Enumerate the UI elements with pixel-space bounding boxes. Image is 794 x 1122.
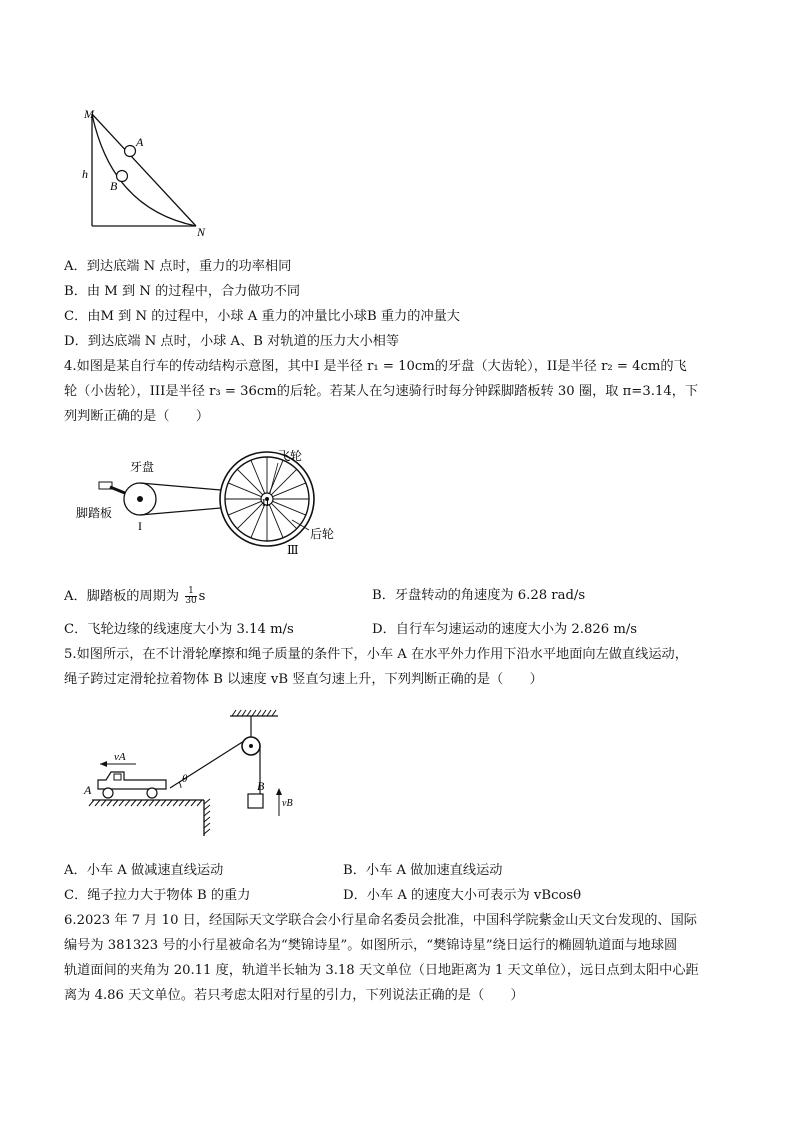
hatch-line [173, 800, 178, 806]
hatch-line [272, 710, 276, 716]
label-b: B [110, 179, 118, 193]
fraction [185, 587, 196, 606]
hatch-line [185, 800, 190, 806]
q5-stem-line2: 绳子跨过定滑轮拉着物体 B 以速度 vB 竖直匀速上升，下列判断正确的是（ ） [64, 672, 543, 687]
hatch-line [95, 800, 100, 806]
q5-option-d: D．小车 A 的速度大小可表示为 vBcosθ [343, 888, 582, 903]
label-flywheel: 飞轮 [278, 449, 303, 463]
label-b: B [257, 779, 265, 793]
q3-option-b: B．由 M 到 N 的过程中，合力做功不同 [64, 284, 301, 299]
q4-option-a [64, 587, 205, 606]
hatch-line [262, 710, 266, 716]
label-n: N [197, 225, 206, 239]
hatch-line [167, 800, 172, 806]
hatch-line [257, 710, 261, 716]
hatch-line [204, 823, 210, 828]
q4-option-a-unit: s [198, 589, 206, 604]
q4-option-b: B．牙盘转动的角速度为 6.28 rad/s [372, 588, 586, 603]
hatch-line [247, 710, 251, 716]
label-va: vA [114, 751, 126, 763]
q6-stem-line4: 离为 4.86 天文单位。若只考虑太阳对行星的引力，下列说法正确的是（ ） [64, 988, 524, 1003]
q6-stem-line3: 轨道面间的夹角为 20.11 度，轨道半长轴为 3.18 天文单位（日地距离为 1 天文单位），远日点到太阳中心距 [64, 963, 699, 978]
hatch-line [191, 800, 196, 806]
hatch-line [204, 799, 210, 804]
label-theta: θ [182, 773, 188, 785]
hatch-line [237, 710, 241, 716]
q5-option-a: A．小车 A 做减速直线运动 [64, 863, 224, 878]
hatch-line [131, 800, 136, 806]
label-rear: 后轮 [310, 527, 335, 541]
hatch-line [197, 800, 202, 806]
hatch-line [179, 800, 184, 806]
q6-stem-line1: 6.2023 年 7 月 10 日，经国际天文学联合会小行星命名委员会批准，中国科学院紫金山天文台发现的、国际 [64, 913, 697, 928]
q3-option-c: C．由M 到 N 的过程中，小球 A 重力的冲量比小球B 重力的冲量大 [64, 309, 460, 324]
label-vb: vB [282, 798, 293, 809]
hatch-line [155, 800, 160, 806]
hatch-line [113, 800, 118, 806]
label-m: M [84, 107, 94, 121]
q4-stem-line1: 4.如图是某自行车的传动结构示意图，其中I 是半径 r₁ = 10cm的牙盘（大齿轮），II是半径 r₂ = 4cm的飞 [64, 359, 687, 374]
q4-option-c: C．飞轮边缘的线速度大小为 3.14 m/s [64, 622, 294, 637]
hatch-line [125, 800, 130, 806]
label-i: I [138, 519, 142, 533]
hatch-line [267, 710, 271, 716]
fraction-num: 1 [185, 587, 196, 597]
hatch-line [204, 805, 210, 810]
pulley-figure [78, 706, 298, 846]
q5-stem-line1: 5.如图所示，在不计滑轮摩擦和绳子质量的条件下，小车 A 在水平外力作用下沿水平地面向左做直线运动， [64, 647, 688, 662]
hatch-line [232, 710, 236, 716]
hatch-line [143, 800, 148, 806]
hatch-line [161, 800, 166, 806]
hatch-line [204, 811, 210, 816]
hatch-line [242, 710, 246, 716]
hatch-line [107, 800, 112, 806]
hatch-line [89, 800, 94, 806]
label-chainring: 牙盘 [130, 460, 155, 474]
label-h: h [82, 167, 88, 181]
label-pedal: 脚踏板 [76, 506, 113, 520]
q6-stem-line2: 编号为 381323 号的小行星被命名为“樊锦诗星”。如图所示，“樊锦诗星”绕日运行的椭圆轨道面与地球圆 [64, 938, 678, 953]
incline-figure [78, 104, 218, 239]
label-a: A [136, 135, 144, 149]
q4-stem-line3: 列判断正确的是（ ） [64, 409, 210, 424]
label-iii: Ⅲ [287, 543, 299, 557]
q3-option-d: D．到达底端 N 点时，小球 A、B 对轨道的压力大小相等 [64, 334, 400, 349]
ball-b [117, 171, 128, 182]
q4-option-a-text: A．脚踏板的周期为 [64, 589, 184, 604]
q4-option-d: D．自行车匀速运动的速度大小为 2.826 m/s [372, 622, 638, 637]
hatch-line [204, 817, 210, 822]
q5-option-c: C．绳子拉力大于物体 B 的重力 [64, 888, 251, 903]
hatch-line [252, 710, 256, 716]
q3-option-a: A．到达底端 N 点时，重力的功率相同 [64, 259, 292, 274]
label-a: A [84, 783, 92, 797]
block-b [248, 794, 263, 808]
fraction-den: 30 [185, 596, 197, 606]
q5-option-b: B．小车 A 做加速直线运动 [343, 863, 503, 878]
label-ii: II [262, 497, 270, 509]
q4-stem-line2: 轮（小齿轮），III是半径 r₃ = 36cm的后轮。若某人在匀速骑行时每分钟踩脚踏板转 30 圈，取 π=3.14，下 [64, 384, 699, 399]
hatch-line [149, 800, 154, 806]
car-a [98, 772, 166, 798]
hatch-line [101, 800, 106, 806]
hatch-line [204, 829, 210, 834]
hatch-line [119, 800, 124, 806]
bicycle-transmission-figure [74, 444, 344, 584]
ball-a [125, 146, 136, 157]
hatch-line [137, 800, 142, 806]
